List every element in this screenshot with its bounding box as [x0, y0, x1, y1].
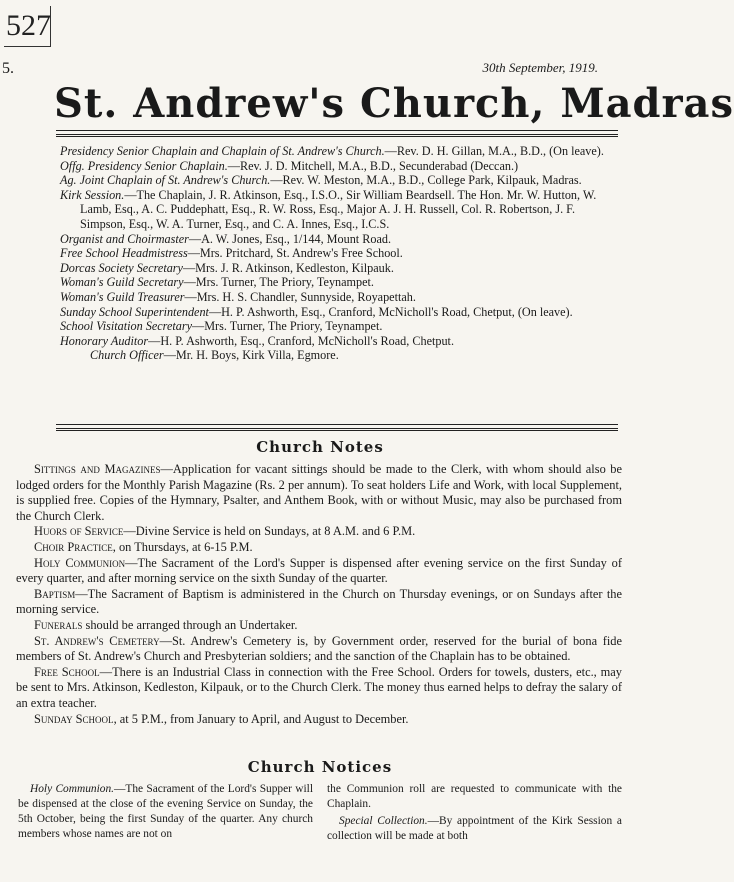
- staff-detail: —Rev. W. Meston, M.A., B.D., College Park, Kilpauk, Madras.: [270, 173, 582, 188]
- notice-paragraph: [18, 782, 313, 842]
- staff-detail: —The Chaplain, J. R. Atkinson, Esq., I.S.O., Sir William Beardsell. The Hon. Mr. W. Hutton, W. Lamb, Esq., A. C. Puddephatt, Esq., R. W. Ross, Esq., Major A. J. H. Russell, Col. R. Robertson, J. F. Simpson, Esq., W. A. Turner, Esq., and C. A. Innes, Esq., I.C.S.: [80, 187, 597, 231]
- note-heading: Holy Communion: [34, 555, 126, 570]
- note-text: —Divine Service is held on Sundays, at 8 A.M. and 6 P.M.: [123, 524, 416, 539]
- notice-text: —The Sacrament of the Lord's Supper will be dispensed at the close of the evening Service on Sunday, the 5th October, being the first Sunday of the quarter. Any church members whose names are not on: [18, 783, 313, 840]
- staff-entry: [60, 246, 620, 261]
- staff-role: Dorcas Society Secretary: [60, 260, 183, 275]
- note-heading: Huors of Service: [34, 524, 124, 539]
- staff-detail: —Rev. D. H. Gillan, M.A., B.D., (On leave).: [384, 144, 604, 158]
- note-paragraph: [16, 540, 622, 556]
- staff-detail: —Mrs. H. S. Chandler, Sunnyside, Royapettah.: [184, 289, 416, 304]
- note-heading: Funerals: [34, 617, 83, 632]
- staff-role: Honorary Auditor: [60, 333, 149, 348]
- staff-entry: [60, 334, 620, 349]
- staff-role: Sunday School Superintendent: [60, 304, 209, 319]
- staff-detail: —H. P. Ashworth, Esq., Cranford, McNicholl's Road, Chetput.: [148, 333, 454, 348]
- note-heading: Sunday School: [34, 711, 114, 726]
- note-text: , at 5 P.M., from January to April, and August to December.: [113, 711, 409, 726]
- staff-entry: [60, 144, 620, 159]
- staff-role: School Visitation Secretary: [60, 319, 193, 334]
- staff-detail: —Mrs. Turner, The Priory, Teynampet.: [192, 319, 383, 334]
- staff-entry: [60, 159, 620, 174]
- note-paragraph: [16, 587, 622, 618]
- notices-heading: Church Notices: [247, 758, 393, 776]
- title-rule: [56, 130, 618, 131]
- staff-entry: [60, 305, 620, 320]
- note-heading: Choir Practice: [34, 539, 113, 554]
- note-text: —There is an Industrial Class in connection with the Free School. Orders for towels, dusters, etc., may be sent to Mrs. Atkinson, Kedleston, Kilpauk, or to the Church Clerk. The money thus earned helps to defray the salary of an extra teacher.: [16, 664, 622, 710]
- church-notes: [16, 462, 622, 727]
- notices-right-column: [327, 782, 622, 846]
- staff-role: Church Officer: [90, 348, 164, 363]
- staff-detail: —H. P. Ashworth, Esq., Cranford, McNicholl's Road, Chetput, (On leave).: [208, 304, 573, 319]
- note-paragraph: [16, 634, 622, 665]
- staff-detail: —Mrs. J. R. Atkinson, Kedleston, Kilpauk.: [182, 260, 394, 275]
- note-text: —Application for vacant sittings should be made to the Clerk, with whom should also be lodged orders for the Monthly Parish Magazine (Rs. 2 per annum). To seat holders Life and Work, with local Supplement, is supplied free. Copies of the Hymnary, Psalter, and Anthem Book, with or without Music, may also be purchased from the Church Clerk.: [16, 462, 622, 523]
- staff-entry: [60, 173, 620, 188]
- note-paragraph: [16, 556, 622, 587]
- note-heading: Free School: [34, 664, 100, 679]
- note-text: —St. Andrew's Cemetery is, by Government order, reserved for the burial of bona fide members of St. Andrew's Church and Presbyterian soldiers; and the sanction of the Chaplain has to be obtained.: [16, 633, 622, 664]
- note-text: —The Sacrament of Baptism is administered in the Church on Thursday evenings, or on Sundays after the morning service.: [16, 586, 622, 617]
- staff-entry: [60, 188, 620, 232]
- staff-role: Free School Headmistress: [60, 246, 188, 261]
- notices-left-column: [18, 782, 313, 846]
- staff-entry: [60, 319, 620, 334]
- staff-detail: —A. W. Jones, Esq., 1/144, Mount Road.: [188, 231, 392, 246]
- note-paragraph: [16, 462, 622, 524]
- note-text: , on Thursdays, at 6-15 P.M.: [112, 539, 253, 554]
- notice-text: the Communion roll are requested to communicate with the Chaplain.: [327, 783, 622, 810]
- staff-role: Presidency Senior Chaplain and Chaplain of St. Andrew's Church.: [60, 144, 385, 158]
- note-heading: Baptism: [34, 586, 76, 601]
- staff-detail: —Rev. J. D. Mitchell, M.A., B.D., Secunderabad (Deccan.): [227, 158, 519, 173]
- margin-mark: 5.: [2, 60, 14, 77]
- staff-entry: [60, 275, 620, 290]
- notice-heading: Special Collection.: [339, 815, 428, 827]
- page-title: St. Andrew's Church, Madras: [54, 80, 734, 127]
- staff-rule-double: [56, 428, 618, 431]
- staff-rule: [56, 424, 618, 425]
- staff-list: [60, 144, 620, 363]
- note-paragraph: [16, 618, 622, 634]
- staff-detail: —Mrs. Turner, The Priory, Teynampet.: [183, 275, 374, 290]
- staff-entry: [60, 290, 620, 305]
- issue-date: 30th September, 1919.: [482, 60, 598, 75]
- staff-detail: —Mr. H. Boys, Kirk Villa, Egmore.: [163, 348, 339, 363]
- staff-role: Offg. Presidency Senior Chaplain.: [60, 158, 228, 173]
- note-paragraph: [16, 524, 622, 540]
- note-paragraph: [16, 665, 622, 712]
- page-number: 527: [4, 6, 51, 47]
- staff-role: Woman's Guild Secretary: [60, 275, 184, 290]
- staff-role: Ag. Joint Chaplain of St. Andrew's Church.: [60, 173, 271, 188]
- staff-entry: [60, 232, 620, 247]
- title-rule-double: [56, 134, 618, 137]
- staff-role: Kirk Session.: [60, 187, 125, 202]
- notice-paragraph: [327, 814, 622, 844]
- notice-heading: Holy Communion.: [30, 783, 114, 795]
- staff-entry: [60, 348, 620, 363]
- note-heading: St. Andrew's Cemetery: [34, 633, 160, 648]
- note-heading: Sittings and Magazines: [34, 462, 161, 476]
- note-text: should be arranged through an Undertaker.: [82, 617, 298, 632]
- notes-heading: Church Notes: [256, 438, 384, 456]
- notice-paragraph: [327, 782, 622, 812]
- note-text: —The Sacrament of the Lord's Supper is dispensed after evening service on the first Sunday of every quarter, and after morning service on the sixth Sunday of the quarter.: [16, 555, 622, 586]
- notice-text: —By appointment of the Kirk Session a collection will be made at both: [327, 815, 622, 842]
- note-paragraph: [16, 712, 622, 728]
- staff-role: Woman's Guild Treasurer: [60, 289, 185, 304]
- staff-entry: [60, 261, 620, 276]
- staff-detail: —Mrs. Pritchard, St. Andrew's Free School.: [187, 246, 403, 261]
- notices-columns: [18, 782, 622, 846]
- staff-role: Organist and Choirmaster: [60, 231, 189, 246]
